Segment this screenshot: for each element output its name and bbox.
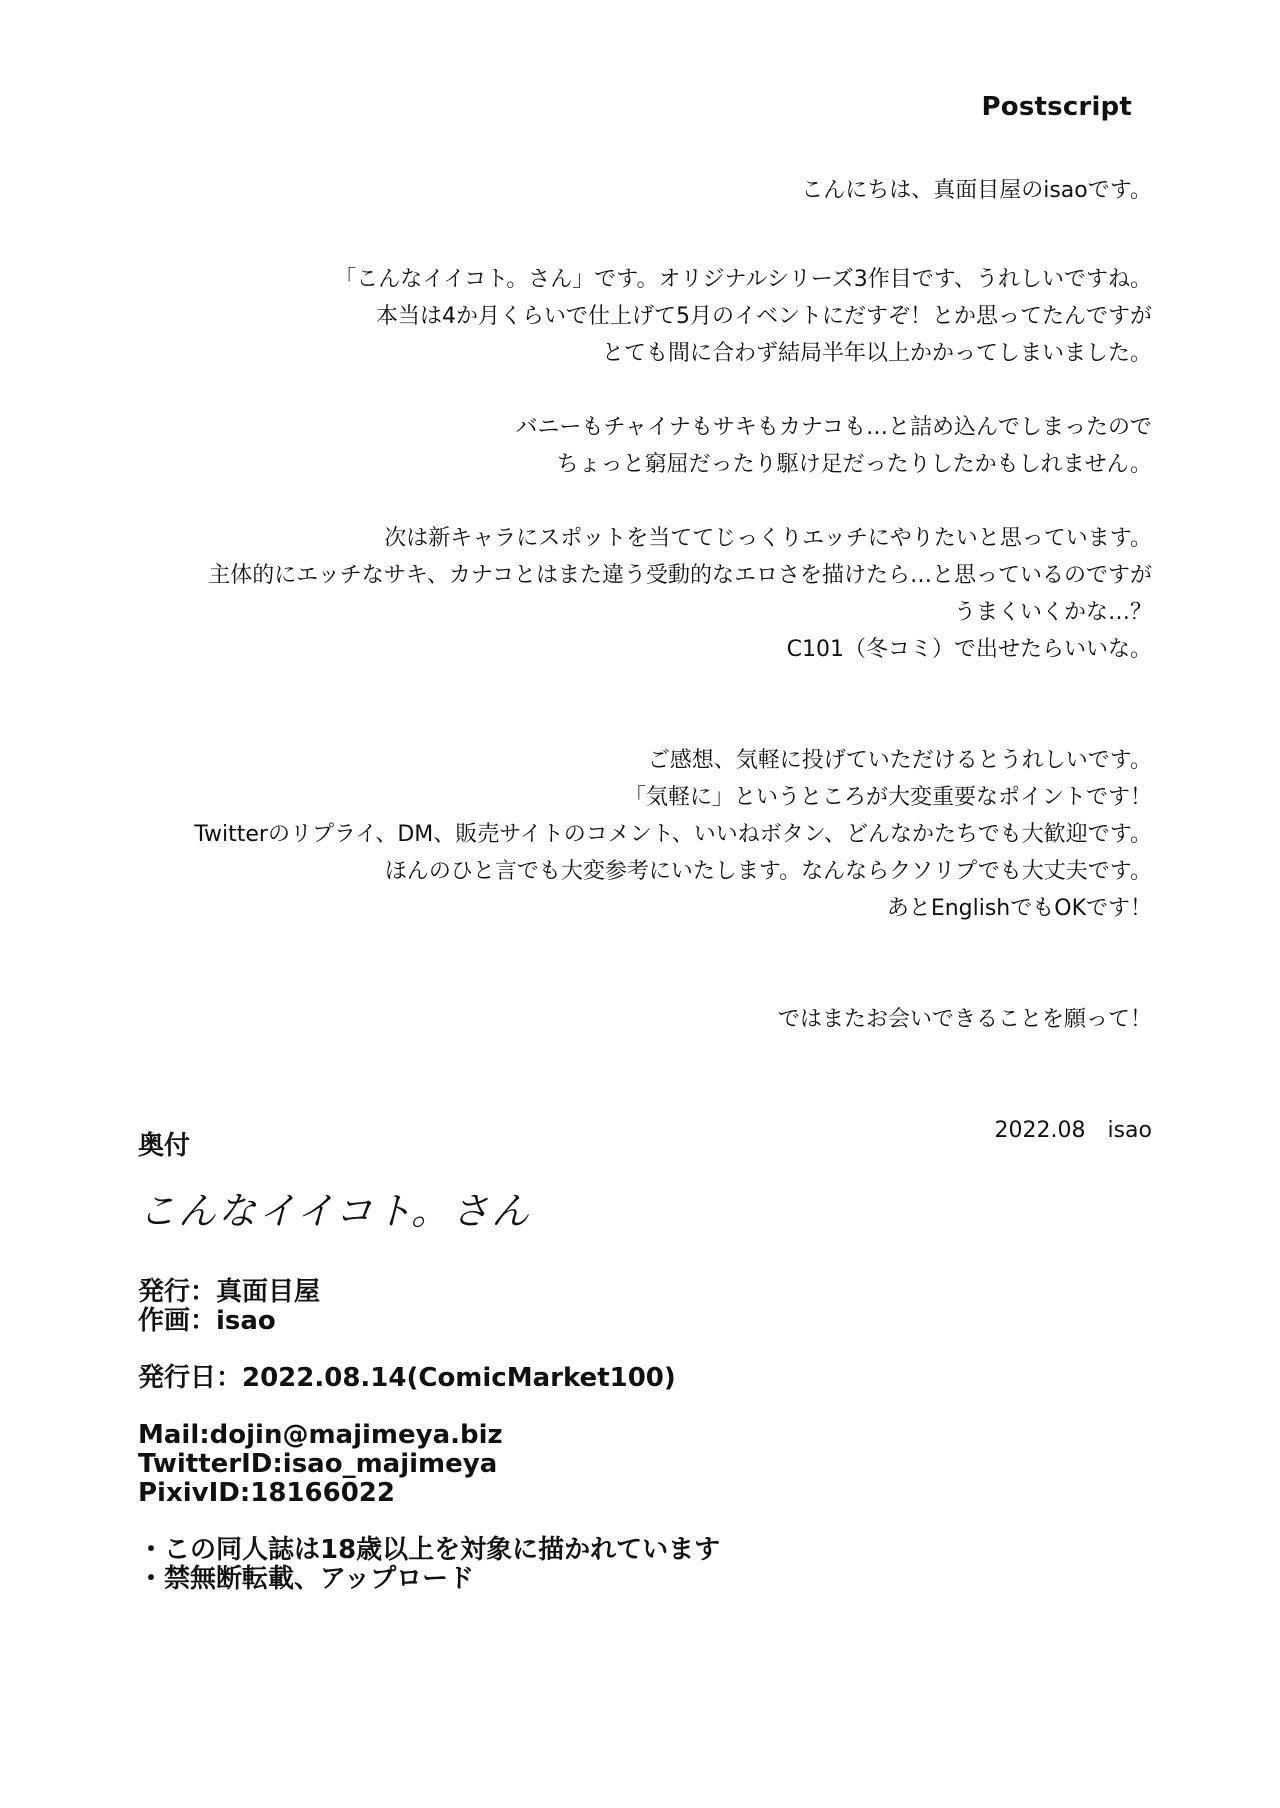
postscript-paragraph <box>2 520 1152 668</box>
pixiv-id-line: PixivID:18166022 <box>138 1478 395 1508</box>
postscript-paragraph <box>2 172 1152 209</box>
postscript-line: ではまたお会いできることを願って！ <box>777 1007 1152 1032</box>
postscript-line: 主体的にエッチなサキ、カナコとはまた違う受動的なエロさを描けたら…と思っているのですが <box>208 563 1152 588</box>
no-repost-notice-line: ・禁無断転載、アップロード <box>138 1564 475 1594</box>
postscript-line: とても間に合わず結局半年以上かかってしまいました。 <box>601 341 1152 366</box>
postscript-line: 次は新キャラにスポットを当ててじっくりエッチにやりたいと思っています。 <box>384 526 1152 551</box>
postscript-line: C101（冬コミ）で出せたらいいな。 <box>786 637 1152 662</box>
signature-date: 2022.08 <box>994 1118 1086 1143</box>
postscript-line: ちょっと窮屈だったり駆け足だったりしたかもしれません。 <box>556 452 1152 477</box>
twitter-id-line: TwitterID:isao_majimeya <box>138 1449 498 1479</box>
postscript-title: Postscript <box>981 92 1132 122</box>
book-title-logo: こんなイイコト。さん <box>138 1189 532 1233</box>
postscript-body <box>2 172 1152 1149</box>
colophon-heading: 奥付 <box>138 1131 191 1161</box>
release-date-line: 発行日：2022.08.14(ComicMarket100) <box>138 1363 676 1393</box>
postscript-line: 本当は4か月くらいで仕上げて5月のイベントにだすぞ！とか思ってたんですが <box>376 304 1152 329</box>
notes-block <box>138 1536 720 1594</box>
postscript-paragraph <box>2 1001 1152 1038</box>
contact-block <box>138 1421 720 1508</box>
credits-block <box>138 1278 720 1336</box>
postscript-paragraph <box>2 742 1152 927</box>
postscript-line: 「こんなイイコト。さん」です。オリジナルシリーズ3作目です、うれしいですね。 <box>334 267 1152 292</box>
postscript-paragraph <box>2 409 1152 483</box>
postscript-line: うまくいくかな…？ <box>953 600 1152 625</box>
postscript-line: Twitterのリプライ、DM、販売サイトのコメント、いいねボタン、どんなかたちでも大歓迎です。 <box>194 822 1152 847</box>
colophon <box>138 1132 720 1622</box>
postscript-line: バニーもチャイナもサキもカナコも…と詰め込んでしまったので <box>515 415 1152 440</box>
mail-line: Mail:dojin@majimeya.biz <box>138 1420 503 1450</box>
postscript-line: あとEnglishでもOKです！ <box>886 896 1152 921</box>
postscript-line: こんにちは、真面目屋のisaoです。 <box>801 178 1152 203</box>
postscript-paragraph <box>2 261 1152 372</box>
artist-line: 作画：isao <box>138 1306 276 1336</box>
postscript-line: ほんのひと言でも大変参考にいたします。なんならクソリプでも大丈夫です。 <box>384 859 1152 884</box>
postscript-line: 「気軽に」というところが大変重要なポイントです！ <box>623 785 1152 810</box>
postscript-line: ご感想、気軽に投げていただけるとうれしいです。 <box>647 748 1152 773</box>
release-block <box>138 1364 720 1393</box>
publisher-line: 発行：真面目屋 <box>138 1277 321 1307</box>
age-notice-line: ・この同人誌は18歳以上を対象に描かれています <box>138 1535 721 1565</box>
signature-author: isao <box>1107 1118 1152 1143</box>
